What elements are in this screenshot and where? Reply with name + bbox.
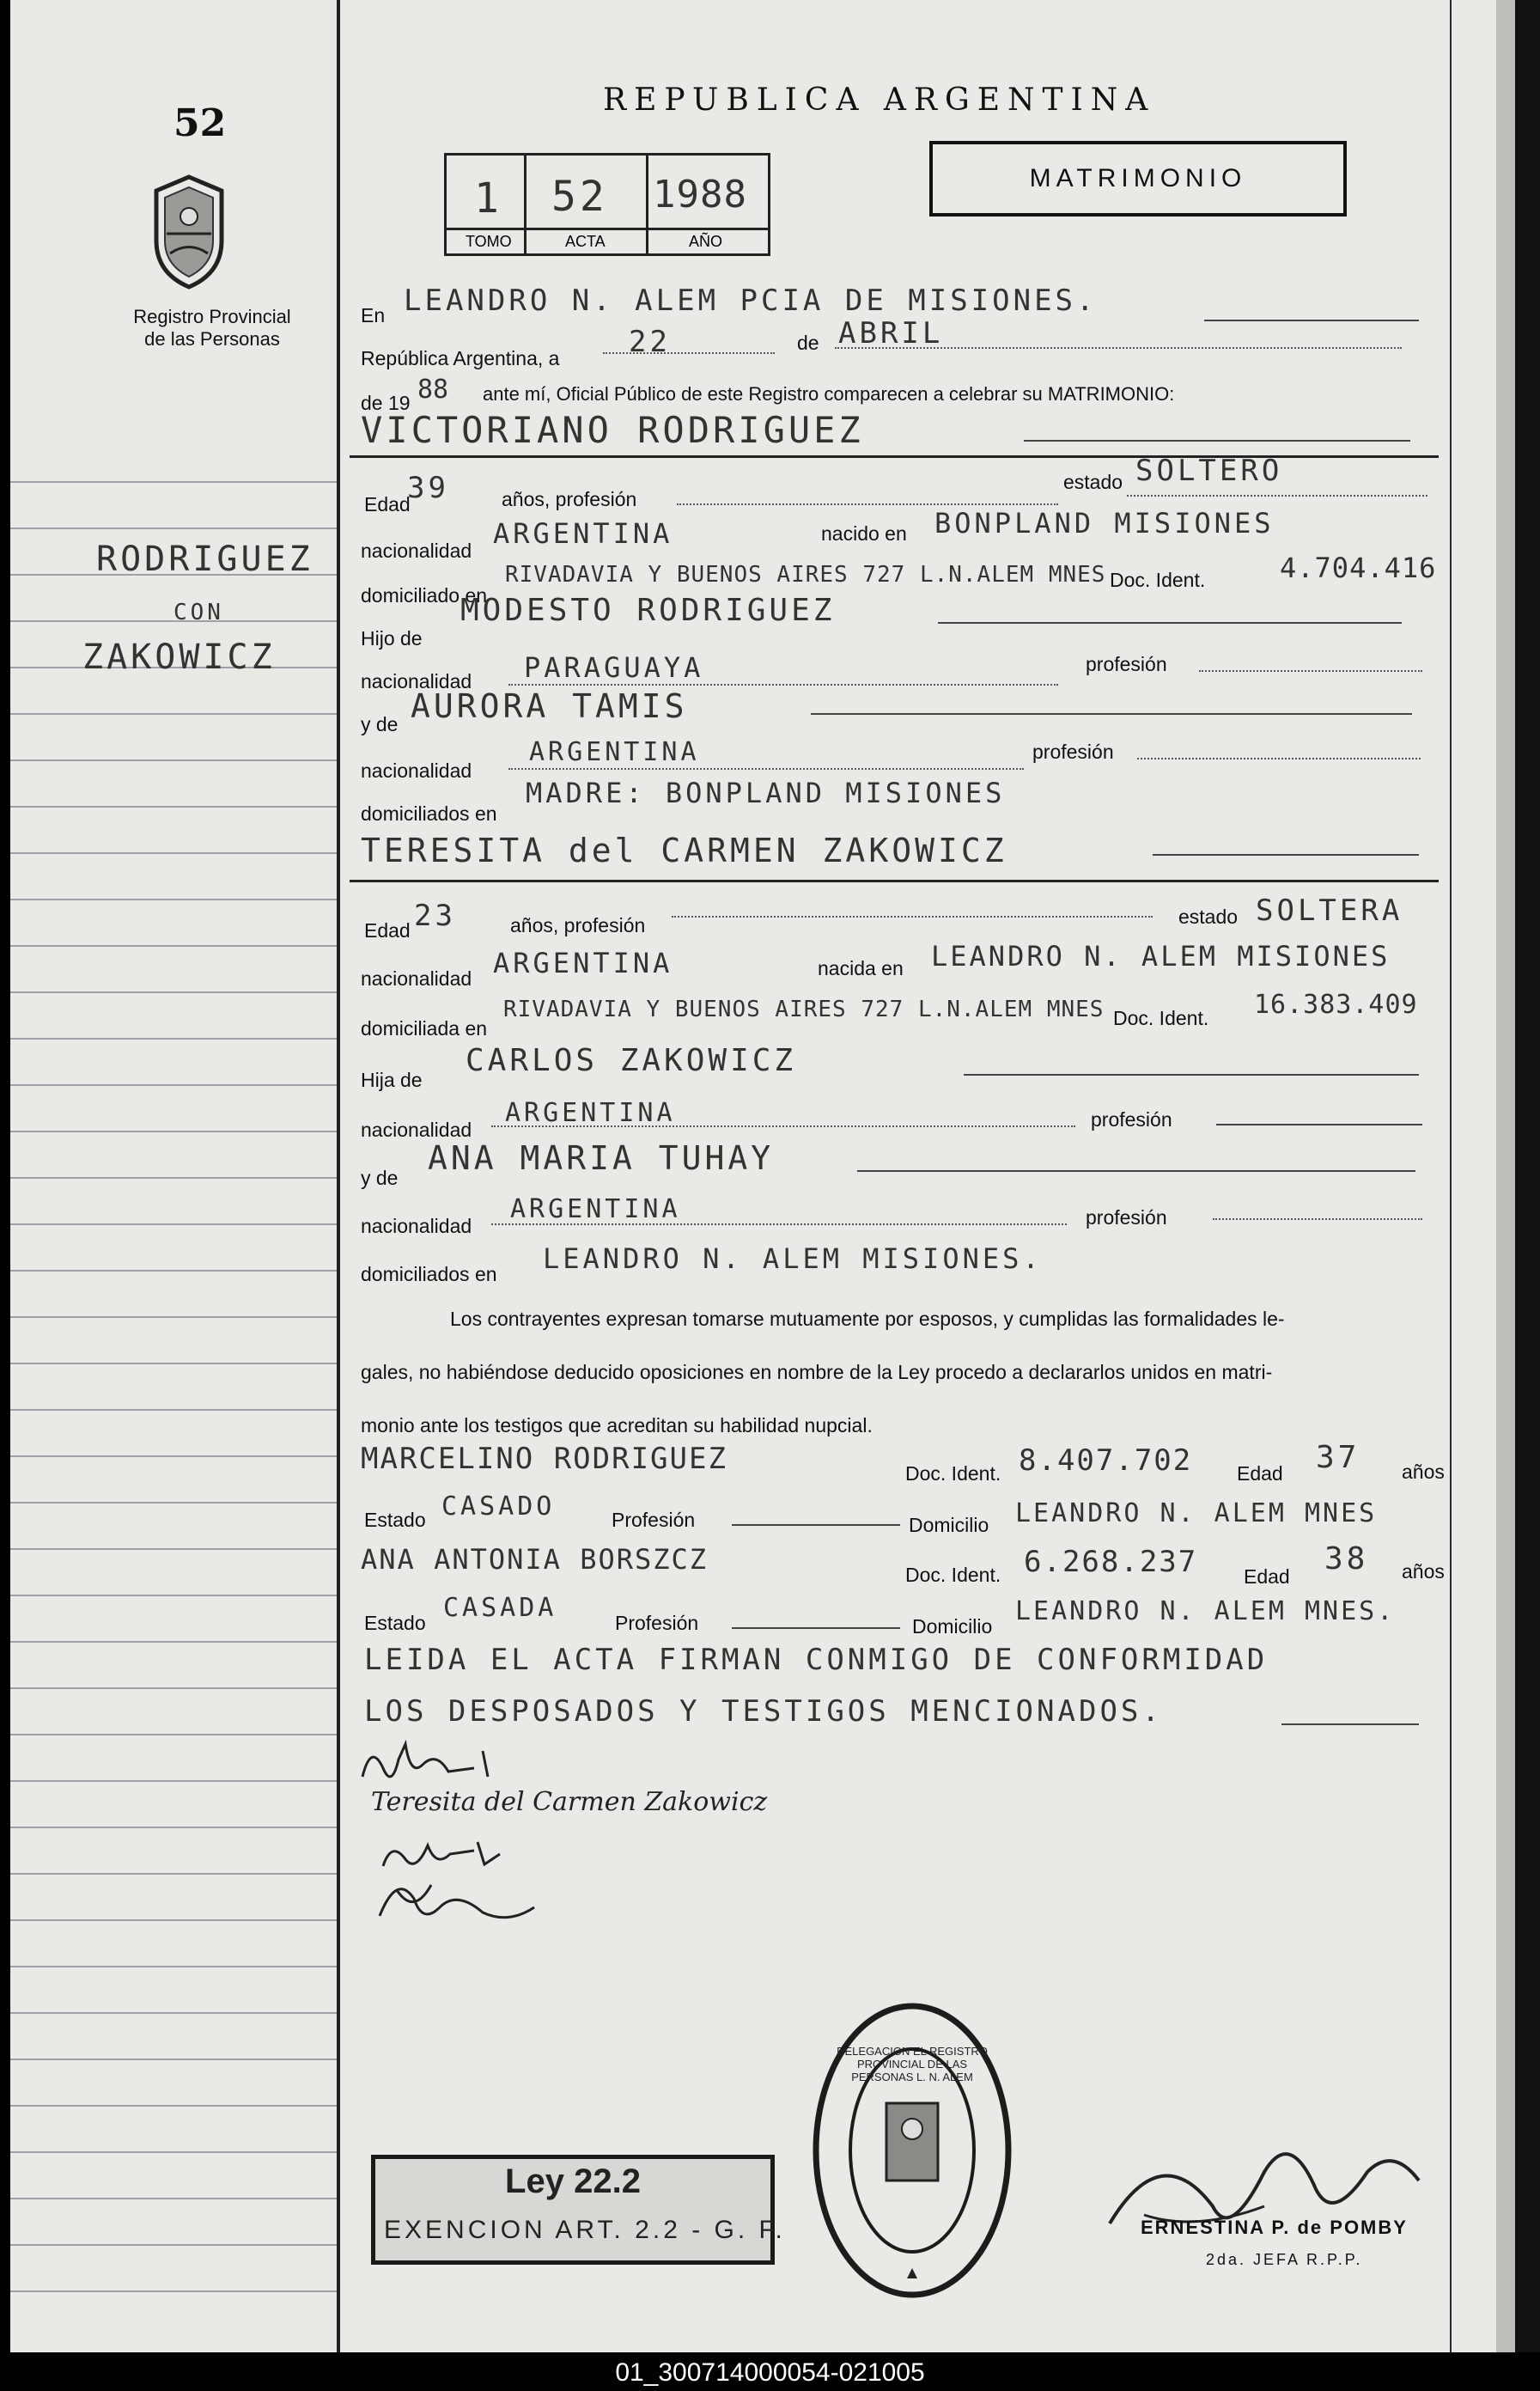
- declaration-line-2: gales, no habiéndose deducido oposiciones en nombre de la Ley procedo a declararlos unidos en matri-: [361, 1361, 1273, 1383]
- bride-parents-dom: LEANDRO N. ALEM MISIONES.: [543, 1242, 1043, 1275]
- groom-father-nac: PARAGUAYA: [524, 651, 704, 684]
- provincial-emblem-icon: [148, 172, 230, 292]
- margin-rule-line: [10, 2105, 337, 2107]
- bride-parents-dom-label: domiciliados en: [361, 1263, 497, 1285]
- acta-label: ACTA: [565, 233, 606, 250]
- margin-rule-line: [10, 528, 337, 529]
- bride-father-nac: ARGENTINA: [505, 1098, 676, 1128]
- witness-2-domicilio: LEANDRO N. ALEM MNES.: [1015, 1596, 1396, 1626]
- margin-rule-line: [10, 806, 337, 808]
- groom-father-name: MODESTO RODRIGUEZ: [460, 593, 836, 628]
- margin-rule-line: [10, 1502, 337, 1504]
- margin-rule-line: [10, 2198, 337, 2199]
- margin-note-surname-1: RODRIGUEZ: [96, 540, 313, 579]
- margin-rule-line: [10, 1966, 337, 1967]
- groom-dom-value: RIVADAVIA Y BUENOS AIRES 727 L.N.ALEM MNES: [505, 562, 1106, 588]
- groom-edad-value: 39: [407, 471, 449, 505]
- margin-rule-line: [10, 1363, 337, 1364]
- margin-rule-line: [10, 852, 337, 854]
- groom-name: VICTORIANO RODRIGUEZ: [361, 409, 864, 451]
- bride-hija-label: Hija de: [361, 1069, 423, 1091]
- groom-estado-label: estado: [1063, 471, 1123, 493]
- witness-2-estado: CASADA: [443, 1593, 557, 1623]
- bride-name: TERESITA del CARMEN ZAKOWICZ: [361, 832, 1007, 869]
- margin-rule-line: [10, 991, 337, 993]
- witness-1-edad: 37: [1316, 1440, 1360, 1475]
- bride-nacida-label: nacida en: [818, 957, 904, 979]
- margin-rule-line: [10, 1641, 337, 1643]
- margin-rule-line: [10, 2244, 337, 2246]
- bride-edad-value: 23: [414, 899, 456, 933]
- groom-mother-nac-label: nacionalidad: [361, 759, 472, 782]
- witness-1-domicilio-label: Domicilio: [909, 1514, 989, 1536]
- groom-dom-label: domiciliado en: [361, 584, 488, 607]
- seal-text: DELEGACION EL REGISTRO PROVINCIAL DE LAS PERSONAS L. N. ALEM: [837, 2045, 988, 2083]
- margin-rule-line: [10, 1316, 337, 1318]
- bride-mother-nac-label: nacionalidad: [361, 1215, 472, 1237]
- witness-2-signature: [362, 1864, 551, 1933]
- month-value: ABRIL: [838, 316, 944, 351]
- declaration-line-3: monio ante los testigos que acreditan su habilidad nupcial.: [361, 1414, 873, 1436]
- groom-hijo-label: Hijo de: [361, 627, 423, 650]
- witness-1-prof-label: Profesión: [612, 1509, 696, 1531]
- year-prefix: de 19: [361, 392, 411, 414]
- margin-rule-line: [10, 481, 337, 483]
- groom-mother-name: AURORA TAMIS: [411, 687, 688, 725]
- witness-2-edad: 38: [1324, 1541, 1369, 1577]
- bride-mother-prof-label: profesión: [1086, 1206, 1167, 1229]
- witness-2-anos-label: años: [1402, 1560, 1445, 1583]
- record-number-box: [444, 153, 770, 256]
- witness-2-name: ANA ANTONIA BORSZCZ: [361, 1543, 709, 1576]
- margin-rule-line: [10, 1595, 337, 1596]
- bride-doc-value: 16.383.409: [1254, 990, 1418, 1020]
- margin-rule-line: [10, 759, 337, 761]
- registry-name: [113, 306, 311, 351]
- stamp-exemption: EXENCION ART. 2.2 - G. F.: [384, 2216, 786, 2244]
- margin-rule-line: [10, 1038, 337, 1040]
- witness-2-doc: 6.268.237: [1024, 1545, 1198, 1579]
- tomo-label: TOMO: [466, 233, 512, 250]
- bride-mother-nac: ARGENTINA: [510, 1194, 681, 1224]
- margin-rule-line: [10, 1270, 337, 1272]
- stamp-law: Ley 22.2: [505, 2162, 641, 2200]
- footer-id: 01_300714000054-021005: [0, 2354, 1540, 2391]
- page-edge: [1496, 0, 1515, 2352]
- witness-1-estado: CASADO: [441, 1491, 556, 1522]
- en-label: En: [361, 304, 386, 326]
- margin-note-con: CON: [173, 600, 224, 625]
- day-value: 22: [629, 325, 671, 359]
- margin-rule-line: [10, 1687, 337, 1689]
- tomo-value: 1: [474, 174, 502, 223]
- registry-line-1: Registro Provincial: [133, 306, 291, 327]
- bride-nac-label: nacionalidad: [361, 967, 472, 990]
- witness-2-estado-label: Estado: [364, 1612, 426, 1634]
- margin-rule-line: [10, 1734, 337, 1735]
- exemption-stamp: [371, 2155, 786, 2265]
- republica-label: República Argentina, a: [361, 347, 560, 369]
- acta-value: 52: [551, 173, 608, 221]
- bride-estado-label: estado: [1178, 906, 1239, 928]
- year-value: 88: [417, 375, 449, 405]
- witness-1-doc: 8.407.702: [1019, 1443, 1193, 1478]
- margin-rule-line: [10, 1409, 337, 1411]
- margin-rule-line: [10, 1455, 337, 1457]
- groom-doc-value: 4.704.416: [1280, 552, 1437, 584]
- bride-dom-value: RIVADAVIA Y BUENOS AIRES 727 L.N.ALEM MNES: [503, 997, 1105, 1022]
- bride-father-name: CARLOS ZAKOWICZ: [466, 1043, 797, 1078]
- bride-estado-value: SOLTERA: [1256, 894, 1403, 928]
- witness-1-name: MARCELINO RODRIGUEZ: [361, 1442, 727, 1476]
- witness-1-estado-label: Estado: [364, 1509, 426, 1531]
- margin-rule-line: [10, 1919, 337, 1921]
- bride-father-nac-label: nacionalidad: [361, 1119, 472, 1141]
- groom-nac-label: nacionalidad: [361, 540, 472, 562]
- groom-doc-label: Doc. Ident.: [1110, 569, 1206, 591]
- margin-rule-line: [10, 1084, 337, 1086]
- groom-signature: [354, 1734, 526, 1794]
- groom-mother-prof-label: profesión: [1032, 741, 1114, 763]
- right-divider: [1450, 0, 1452, 2352]
- margin-note-surname-2: ZAKOWICZ: [82, 637, 276, 677]
- bride-signature: Teresita del Carmen Zakowicz: [371, 1787, 768, 1817]
- act-type-box: MATRIMONIO: [929, 141, 1347, 217]
- scan-border: [1515, 0, 1540, 2352]
- margin-divider: [337, 0, 340, 2352]
- groom-nacido-value: BONPLAND MISIONES: [934, 507, 1275, 540]
- witness-2-doc-label: Doc. Ident.: [905, 1564, 1001, 1586]
- groom-estado-value: SOLTERO: [1135, 454, 1283, 488]
- official-name: ERNESTINA P. de POMBY: [1141, 2217, 1408, 2238]
- margin-rule-line: [10, 713, 337, 715]
- margin-rule-line: [10, 1873, 337, 1875]
- margin-rule-line: [10, 1223, 337, 1225]
- ano-value: 1988: [653, 173, 747, 217]
- margin-rule-line: [10, 2151, 337, 2153]
- bride-dom-label: domiciliada en: [361, 1017, 488, 1040]
- page-number: 52: [173, 101, 227, 145]
- margin-rule-line: [10, 899, 337, 900]
- groom-parents-dom: MADRE: BONPLAND MISIONES: [526, 777, 1006, 809]
- groom-father-prof-label: profesión: [1086, 653, 1167, 675]
- place-value: LEANDRO N. ALEM PCIA DE MISIONES.: [404, 284, 1098, 318]
- de-label: de: [797, 332, 819, 354]
- groom-parents-dom-label: domiciliados en: [361, 802, 497, 825]
- bride-doc-label: Doc. Ident.: [1113, 1007, 1209, 1029]
- witness-2-domicilio-label: Domicilio: [912, 1615, 993, 1638]
- groom-anos-profesion-label: años, profesión: [502, 488, 637, 510]
- closing-line-1: LEIDA EL ACTA FIRMAN CONMIGO DE CONFORMIDAD: [364, 1643, 1269, 1677]
- margin-rule-line: [10, 1177, 337, 1179]
- official-title: 2da. JEFA R.P.P.: [1206, 2251, 1363, 2268]
- margin-rule-line: [10, 1780, 337, 1782]
- country-heading: REPUBLICA ARGENTINA: [603, 82, 1156, 118]
- margin-rule-line: [10, 2290, 337, 2292]
- bride-anos-profesion-label: años, profesión: [510, 914, 646, 936]
- groom-nacido-label: nacido en: [821, 522, 907, 545]
- bride-father-prof-label: profesión: [1091, 1108, 1172, 1131]
- bride-mother-name: ANA MARIA TUHAY: [428, 1139, 775, 1177]
- bride-yde-label: y de: [361, 1167, 399, 1189]
- groom-nac-value: ARGENTINA: [493, 517, 673, 550]
- margin-rule-line: [10, 2012, 337, 2014]
- margin-rule-line: [10, 1131, 337, 1132]
- margin-rule-line: [10, 1548, 337, 1550]
- bride-nacida-value: LEANDRO N. ALEM MISIONES: [931, 940, 1391, 973]
- registry-line-2: de las Personas: [144, 328, 280, 350]
- statement-text: ante mí, Oficial Público de este Registro comparecen a celebrar su MATRIMONIO:: [483, 383, 1175, 405]
- witness-2-prof-label: Profesión: [615, 1612, 699, 1634]
- witness-1-anos-label: años: [1402, 1461, 1445, 1483]
- witness-1-doc-label: Doc. Ident.: [905, 1462, 1001, 1485]
- groom-mother-nac: ARGENTINA: [529, 737, 700, 767]
- witness-1-edad-label: Edad: [1237, 1462, 1283, 1485]
- register-page: [10, 0, 1496, 2352]
- closing-line-2: LOS DESPOSADOS Y TESTIGOS MENCIONADOS.: [364, 1694, 1163, 1729]
- ano-label: AÑO: [689, 233, 723, 250]
- declaration-line-1: Los contrayentes expresan tomarse mutuamente por esposos, y cumplidas las formalidades le-: [450, 1308, 1285, 1330]
- witness-1-domicilio: LEANDRO N. ALEM MNES: [1015, 1498, 1378, 1528]
- bride-edad-label: Edad: [364, 919, 411, 942]
- groom-edad-label: Edad: [364, 493, 411, 515]
- margin-rule-line: [10, 2059, 337, 2060]
- margin-rule-line: [10, 945, 337, 947]
- groom-father-nac-label: nacionalidad: [361, 670, 472, 692]
- groom-yde-label: y de: [361, 713, 399, 735]
- bride-nac-value: ARGENTINA: [493, 947, 673, 979]
- witness-2-edad-label: Edad: [1244, 1565, 1290, 1588]
- margin-rule-line: [10, 1827, 337, 1828]
